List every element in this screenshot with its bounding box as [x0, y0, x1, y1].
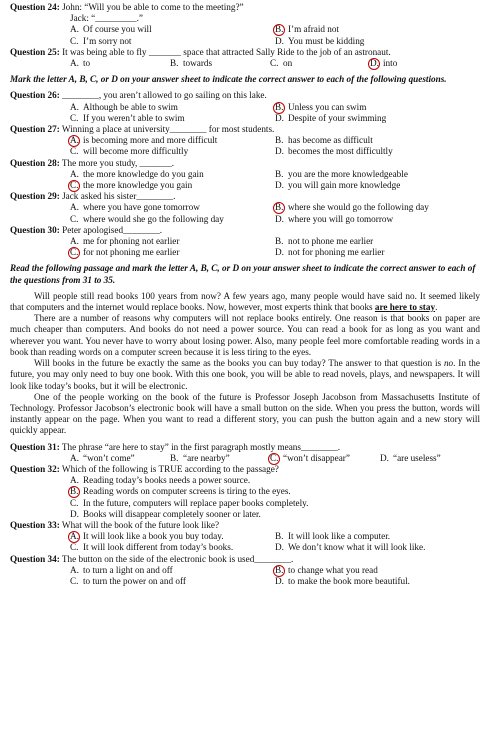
option-c[interactable]: C. If you weren’t able to swim: [70, 112, 185, 123]
question-text: Which of the following is TRUE according to the passage?: [59, 463, 279, 474]
option-b[interactable]: B. you are the more knowledgeable: [275, 168, 408, 179]
section-instruction: Read the following passage and mark the letter A, B, C, or D on your answer sheet to indicate the correct answer to each of the questions from 31 to 35.: [10, 263, 476, 285]
question-text: Jack asked his sister________.: [59, 191, 176, 202]
option-d[interactable]: D. to make the book more beautiful.: [275, 575, 410, 586]
option-b[interactable]: B. “are nearby”: [170, 452, 230, 463]
option-a[interactable]: A. Of course you will: [70, 24, 152, 35]
underlined-phrase: are here to stay: [374, 302, 436, 313]
question-text: ________, you aren’t allowed to go sailing on this lake.: [59, 90, 267, 101]
option-a[interactable]: A. the more knowledge do you gain: [70, 168, 204, 179]
option-a[interactable]: A. to: [70, 58, 91, 69]
option-d[interactable]: D. becomes the most difficultly: [275, 146, 393, 157]
option-b[interactable]: B. Reading words on computer screens is tiring to the eyes.: [70, 486, 291, 497]
question-number: Question 34:: [10, 553, 60, 564]
options-row: [10, 102, 480, 113]
question-text: Peter apologised________.: [59, 224, 163, 235]
options-row: [10, 24, 480, 35]
option-b[interactable]: B. not to phone me earlier: [275, 236, 374, 247]
question-text: The button on the side of the electronic book is used________.: [59, 553, 294, 564]
question-text: It was being able to fly _______ space that attracted Sally Ride to the job of an astronaut.: [59, 46, 391, 57]
options-row: [10, 576, 480, 587]
passage-paragraph-3: Will books in the future be exactly the same as the books you can buy today? The answer to that question is no. In the future, you may only need to buy one book. With this one book, you will be able to read novels, plays, and newspapers. It will look like today’s books, but it will be electronic.: [10, 358, 480, 391]
options-row: [10, 565, 480, 576]
option-d[interactable]: D. not for phoning me earlier: [275, 247, 385, 258]
option-b[interactable]: B. where she would go the following day: [275, 202, 429, 213]
options-row: [10, 113, 480, 124]
question-27: [10, 124, 480, 135]
option-c[interactable]: C. I’m sorry not: [70, 35, 132, 46]
option-d[interactable]: D. “are useless”: [380, 452, 441, 463]
option-d[interactable]: D. into: [370, 58, 398, 69]
question-26: [10, 90, 480, 101]
option-a[interactable]: A. is becoming more and more difficult: [70, 135, 218, 146]
question-31: [10, 442, 480, 453]
question-number: Question 24:: [10, 2, 60, 12]
question-29: [10, 191, 480, 202]
options-row: [10, 146, 480, 157]
option-d[interactable]: D. where you will go tomorrow: [275, 213, 394, 224]
option-b[interactable]: B. to change what you read: [275, 564, 378, 575]
options-row: [10, 36, 480, 47]
question-28: [10, 158, 480, 169]
option-b[interactable]: B. has become as difficult: [275, 135, 373, 146]
question-24: [10, 2, 480, 13]
option-a[interactable]: A. Reading today’s books needs a power source.: [70, 475, 251, 486]
option-c[interactable]: C. on: [270, 58, 293, 69]
options-row: [10, 531, 480, 542]
option-c[interactable]: C. the more knowledge you gain: [70, 180, 193, 191]
option-c[interactable]: C. “won’t disappear”: [270, 452, 350, 463]
option-b[interactable]: B. towards: [170, 58, 213, 69]
question-number: Question 25:: [10, 46, 60, 57]
section-instruction: Mark the letter A, B, C, or D on your answer sheet to indicate the correct answer to each of the following questions.: [10, 74, 447, 85]
question-number: Question 28:: [10, 157, 60, 168]
options-row: [10, 498, 480, 509]
question-number: Question 26:: [10, 90, 60, 101]
question-number: Question 30:: [10, 224, 60, 235]
question-number: Question 33:: [10, 519, 60, 530]
option-d[interactable]: D. you will gain more knowledge: [275, 180, 401, 191]
question-number: Question 32:: [10, 463, 60, 474]
option-a[interactable]: A. me for phoning not earlier: [70, 236, 180, 247]
options-row: [10, 509, 480, 520]
option-d[interactable]: D. Books will disappear completely sooner or later.: [70, 508, 261, 519]
option-a[interactable]: A. to turn a light on and off: [70, 564, 173, 575]
options-row: [10, 180, 480, 191]
option-c[interactable]: C. will become more difficultly: [70, 146, 189, 157]
question-number: Question 31:: [10, 441, 60, 452]
option-a[interactable]: A. It will look like a book you buy today.: [70, 531, 224, 542]
question-33: [10, 520, 480, 531]
question-text: The phrase “are here to stay” in the first paragraph mostly means________.: [59, 441, 340, 452]
options-row: [10, 135, 480, 146]
option-a[interactable]: A. where you have gone tomorrow: [70, 202, 200, 213]
option-a[interactable]: A. “won’t come”: [70, 452, 135, 463]
question-text: Winning a place at university________ for most students.: [59, 124, 275, 135]
options-row: [10, 169, 480, 180]
question-30: [10, 225, 480, 236]
question-number: Question 29:: [10, 191, 60, 202]
question-32: [10, 464, 480, 475]
question-text: What will the book of the future look like?: [59, 519, 220, 530]
passage-paragraph-2: There are a number of reasons why computers will not replace books entirely. One reason is that books on paper are much cheaper than computers. And books do not need a power source. You can read a book for as long as you want and wherever you want. You never have to worry about losing power. Also, many people feel more comfortable reading words in a book than reading words on a computer screen because it is less tiring to the eyes.: [10, 313, 480, 357]
options-row: [10, 214, 480, 225]
options-row: [10, 58, 480, 69]
question-number: Question 27:: [10, 124, 60, 135]
question-24-dialogue: Jack: “_________.”: [70, 13, 143, 24]
option-d[interactable]: D. You must be kidding: [275, 35, 365, 46]
option-c[interactable]: C. where would she go the following day: [70, 213, 224, 224]
options-row: [10, 486, 480, 497]
options-row: [10, 236, 480, 247]
options-row: [10, 202, 480, 213]
option-c[interactable]: C. In the future, computers will replace paper books completely.: [70, 497, 309, 508]
options-row: [10, 247, 480, 258]
option-d[interactable]: D. We don’t know what it will look like.: [275, 542, 426, 553]
option-c[interactable]: C. It will look different from today’s books.: [70, 542, 234, 553]
option-b[interactable]: B. Unless you can swim: [275, 101, 367, 112]
option-d[interactable]: D. Despite of your swimming: [275, 112, 387, 123]
question-34: [10, 554, 480, 565]
option-b[interactable]: B. It will look like a computer.: [275, 531, 391, 542]
options-row: [10, 475, 480, 486]
question-text: John: “Will you be able to come to the meeting?”: [59, 2, 244, 12]
option-a[interactable]: A. Although be able to swim: [70, 101, 178, 112]
option-b[interactable]: B. I’m afraid not: [275, 24, 340, 35]
passage-paragraph-4: One of the people working on the book of the future is Professor Joseph Jacobson from Massachusetts Institute of Technology. Professor Jacobson’s electronic book will have a small button on the side. When you press the button, words will instantly appear on the page. When you want to read a different story, you can push the button again and a new story will quickly appear.: [10, 391, 480, 436]
passage-paragraph-1: Will people still read books 100 years from now? A few years ago, many people would have said no. It seemed likely that computers and the internet would replace books. Now, however, most experts think that books are here to stay.: [10, 290, 480, 313]
option-c[interactable]: C. to turn the power on and off: [70, 575, 186, 586]
options-row: [10, 453, 480, 464]
option-c[interactable]: C. for not phoning me earlier: [70, 247, 180, 258]
question-text: The more you study, _______.: [59, 157, 175, 168]
options-row: [10, 542, 480, 553]
question-25: [10, 47, 480, 58]
